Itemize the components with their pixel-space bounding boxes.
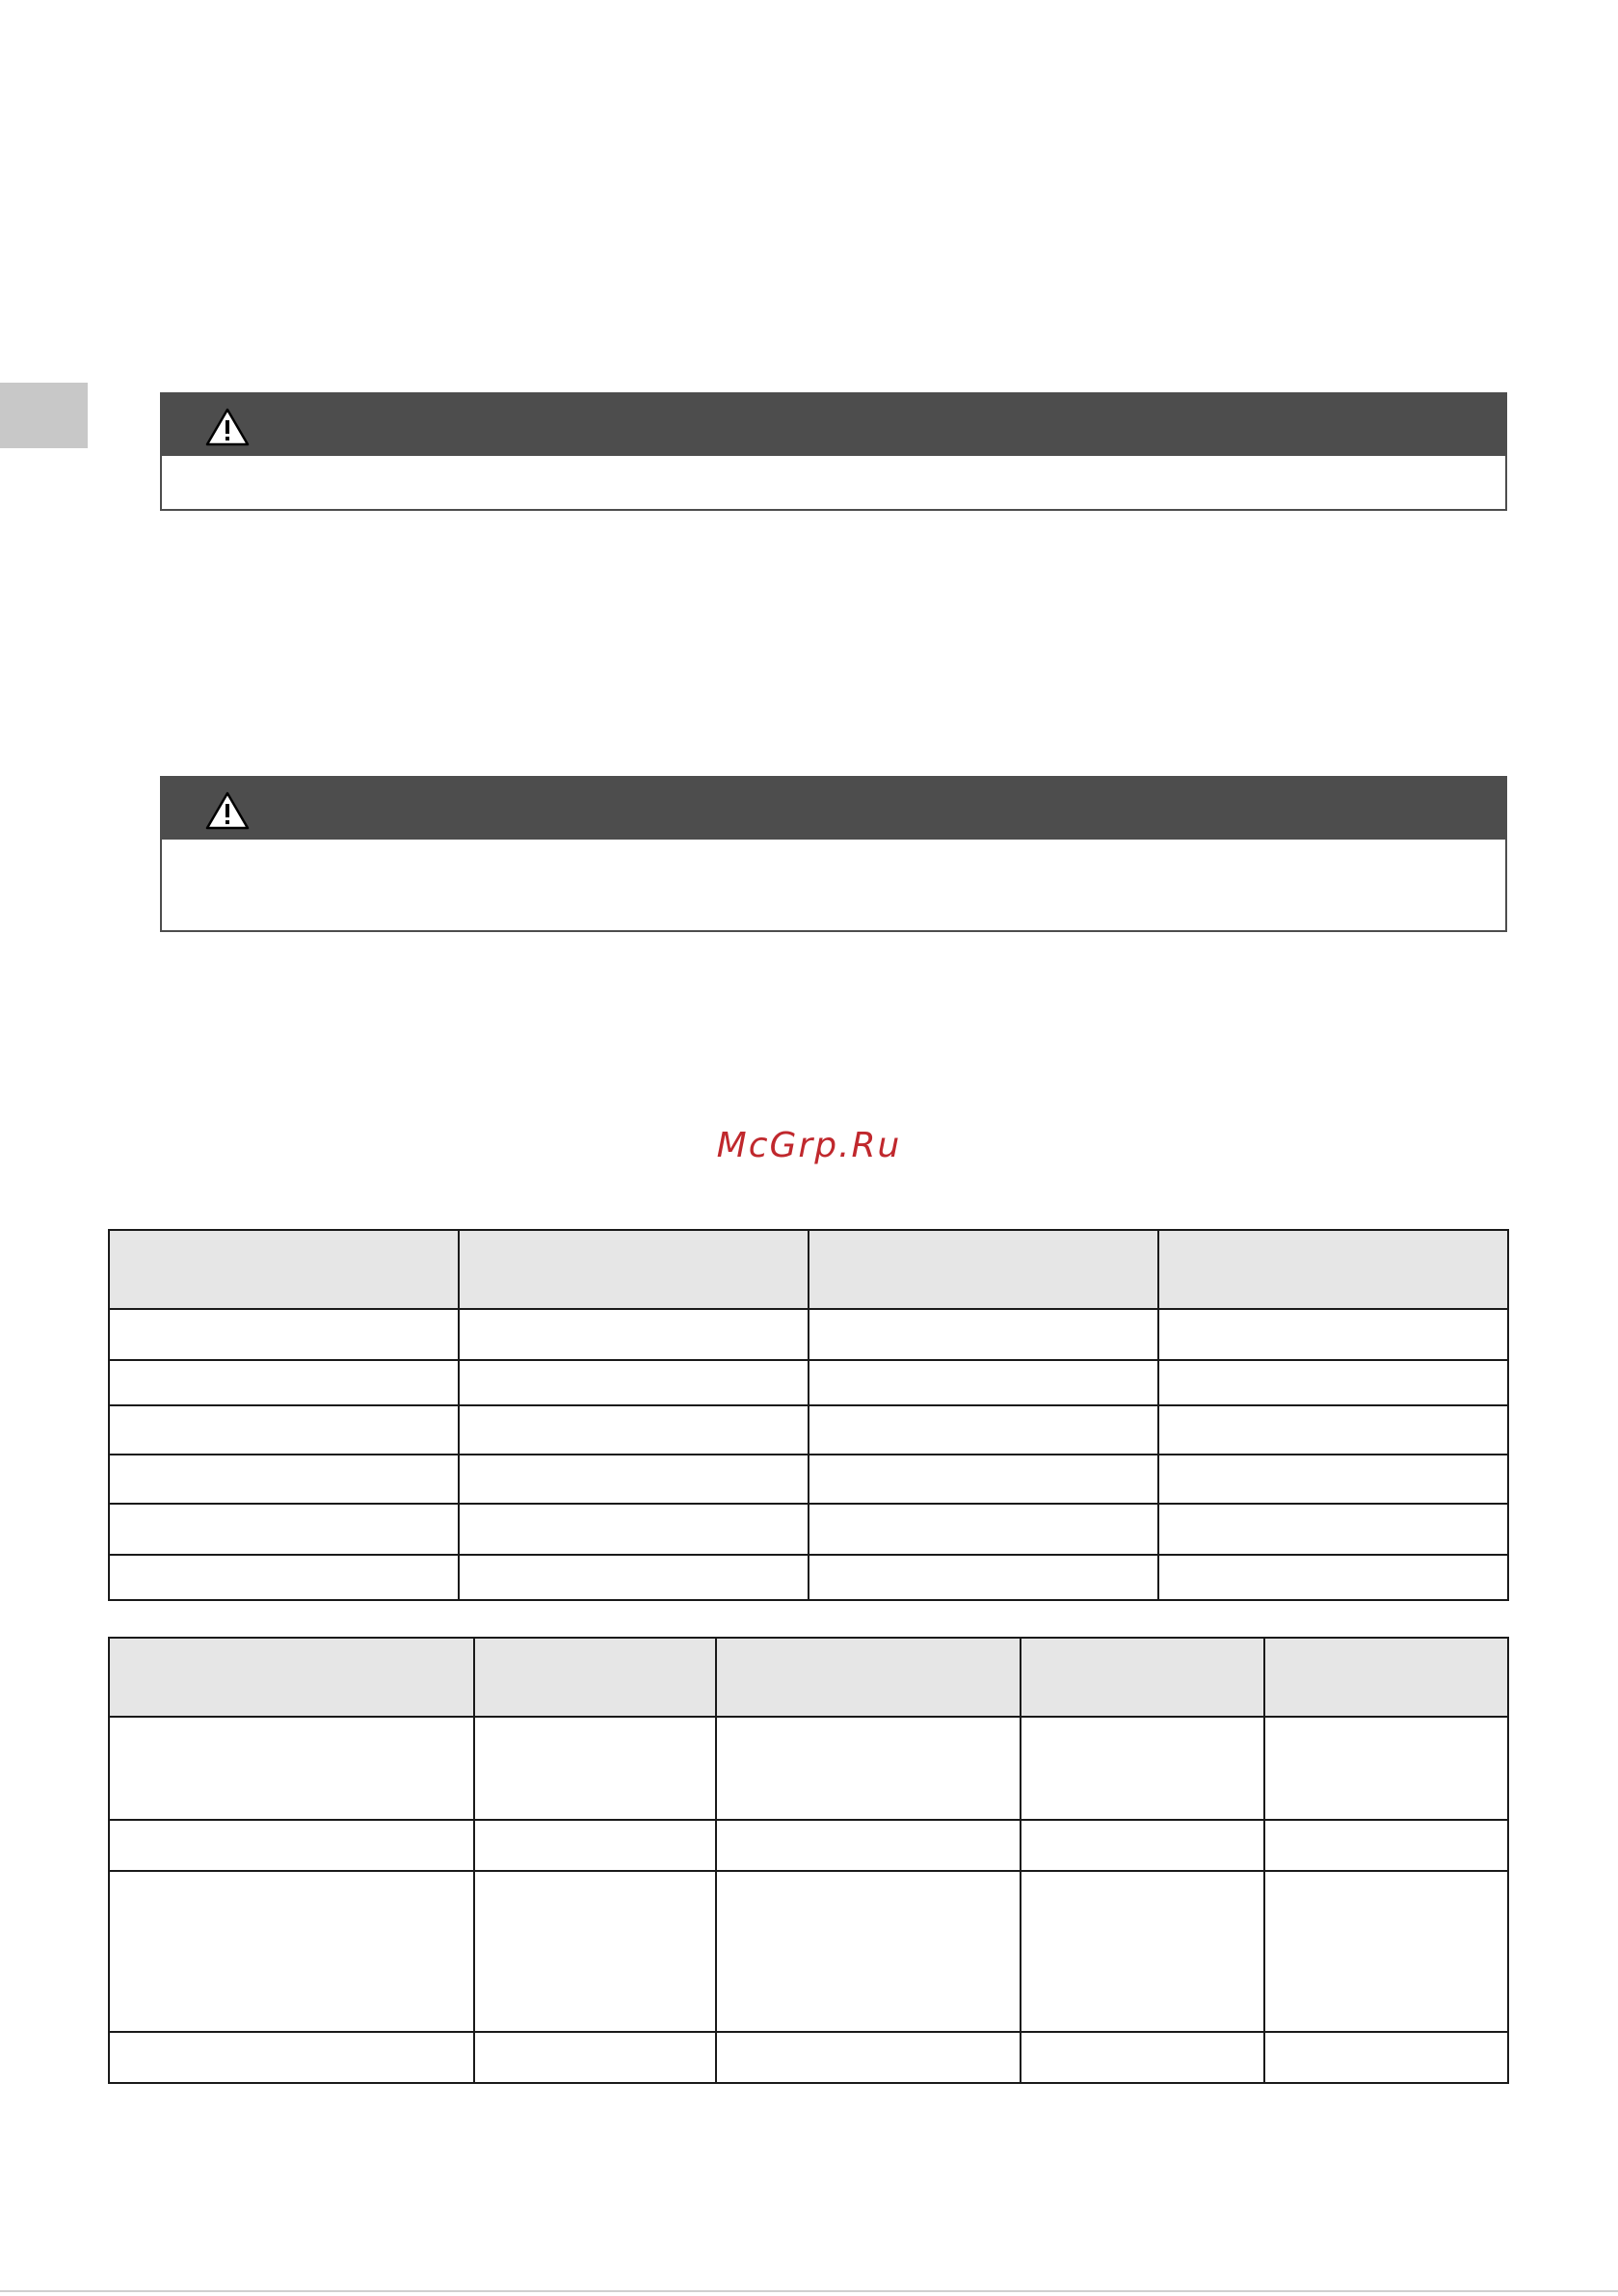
table-cell: [459, 1455, 809, 1504]
table-row: [109, 1309, 1508, 1360]
table-cell: [809, 1455, 1158, 1504]
table-cell: [109, 1309, 459, 1360]
table-header-row: [109, 1638, 1508, 1717]
table-cell: [716, 1871, 1021, 2032]
table-row: [109, 1871, 1508, 2032]
table-cell: [1264, 1871, 1508, 2032]
table-cell: [109, 1820, 474, 1871]
table-cell: [1158, 1309, 1508, 1360]
table-header-cell: [1264, 1638, 1508, 1717]
warning-box-1: [160, 392, 1507, 511]
table-row: [109, 1555, 1508, 1600]
table-cell: [716, 2032, 1021, 2083]
table-row: [109, 1405, 1508, 1455]
table-cell: [474, 2032, 716, 2083]
table-cell: [109, 1555, 459, 1600]
table-cell: [1264, 2032, 1508, 2083]
table-cell: [474, 1820, 716, 1871]
warning-box-2: [160, 776, 1507, 932]
table-cell: [109, 1405, 459, 1455]
table-header-cell: [474, 1638, 716, 1717]
table-cell: [716, 1820, 1021, 1871]
table-cell: [1158, 1455, 1508, 1504]
table-cell: [109, 1717, 474, 1820]
table-cell: [809, 1309, 1158, 1360]
table-cell: [459, 1405, 809, 1455]
table-header-cell: [109, 1230, 459, 1309]
table-cell: [109, 1455, 459, 1504]
table-cell: [459, 1555, 809, 1600]
warning-header-1: [162, 394, 1505, 456]
warning-triangle-icon: [204, 407, 251, 447]
table-cell: [1264, 1820, 1508, 1871]
table-header-cell: [459, 1230, 809, 1309]
table-cell: [716, 1717, 1021, 1820]
table-cell: [459, 1504, 809, 1555]
table-header-cell: [1021, 1638, 1264, 1717]
table-row: [109, 1717, 1508, 1820]
spec-table-1: [108, 1229, 1509, 1601]
table-cell: [1021, 2032, 1264, 2083]
warning-triangle-icon: [204, 790, 251, 831]
warning-text-1: [162, 456, 1505, 498]
table-row: [109, 1820, 1508, 1871]
table-row: [109, 1504, 1508, 1555]
watermark-text: McGrp.Ru: [716, 1126, 902, 1165]
table-row: [109, 2032, 1508, 2083]
table-cell: [474, 1871, 716, 2032]
table-cell: [809, 1360, 1158, 1405]
page-bottom-rule: [0, 2290, 1618, 2292]
table-header-row: [109, 1230, 1508, 1309]
warning-header-2: [162, 778, 1505, 840]
table-cell: [109, 2032, 474, 2083]
table-cell: [109, 1871, 474, 2032]
table-cell: [1264, 1717, 1508, 1820]
table-cell: [109, 1504, 459, 1555]
table-cell: [1158, 1360, 1508, 1405]
table-cell: [459, 1360, 809, 1405]
table-row: [109, 1455, 1508, 1504]
table-cell: [1021, 1820, 1264, 1871]
warning-text-2: [162, 840, 1505, 882]
table-row: [109, 1360, 1508, 1405]
table-cell: [1158, 1405, 1508, 1455]
table-header-cell: [1158, 1230, 1508, 1309]
chapter-edge-tab: [0, 383, 88, 448]
table-cell: [1021, 1871, 1264, 2032]
table-cell: [459, 1309, 809, 1360]
table-cell: [474, 1717, 716, 1820]
table-header-cell: [809, 1230, 1158, 1309]
table-cell: [1021, 1717, 1264, 1820]
table-cell: [109, 1360, 459, 1405]
table-cell: [809, 1405, 1158, 1455]
table-cell: [1158, 1504, 1508, 1555]
spec-table-2: [108, 1637, 1509, 2084]
table-header-cell: [716, 1638, 1021, 1717]
table-cell: [809, 1504, 1158, 1555]
table-header-cell: [109, 1638, 474, 1717]
table-cell: [1158, 1555, 1508, 1600]
table-cell: [809, 1555, 1158, 1600]
